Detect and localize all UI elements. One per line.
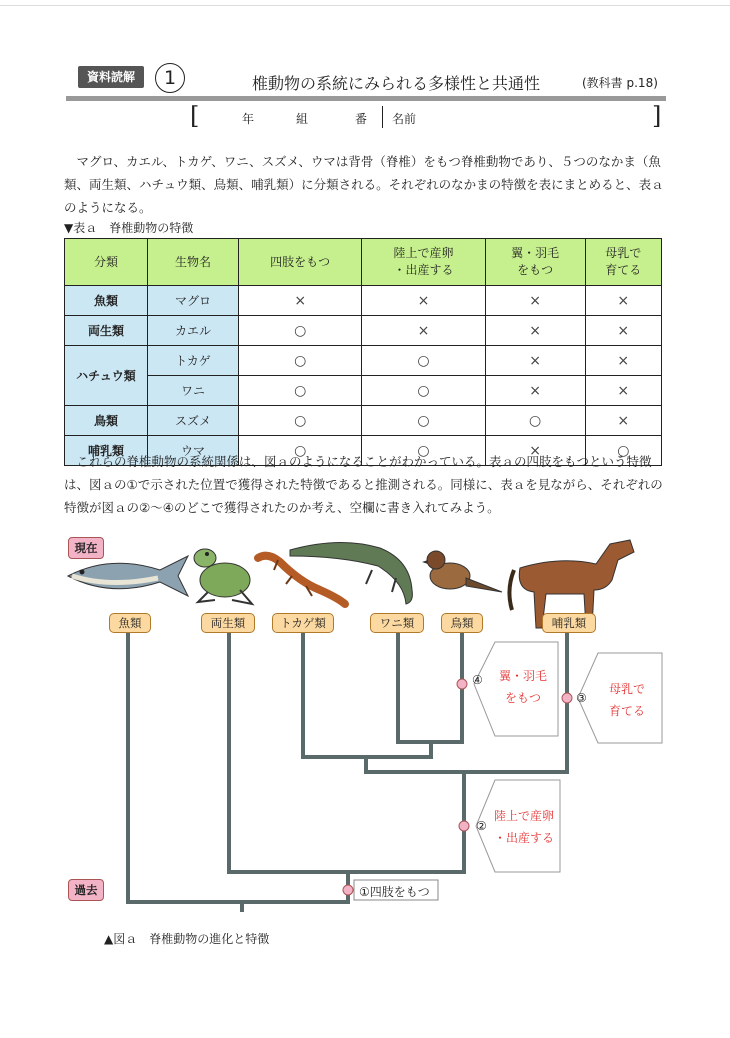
- mark-cell: ×: [362, 316, 485, 346]
- group-cell: 魚類: [65, 286, 148, 316]
- table-row: [65, 286, 662, 316]
- taxon-label: 両生類: [201, 613, 255, 633]
- taxon-label: ワニ類: [370, 613, 424, 633]
- mark-cell: ×: [485, 286, 585, 316]
- group-cell: 鳥類: [65, 406, 148, 436]
- top-border: [0, 5, 730, 6]
- mark-cell: ×: [585, 406, 661, 436]
- mark-cell: ○: [362, 436, 485, 466]
- sparrow-illustration: [422, 551, 502, 592]
- node-3-number: ③: [576, 691, 587, 705]
- frog-illustration: [194, 549, 252, 604]
- node-1-label: ①四肢をもつ: [359, 885, 430, 899]
- node-4-number: ④: [472, 673, 483, 687]
- table-row: [65, 406, 662, 436]
- node-1-marker: [343, 885, 353, 895]
- tuna-illustration: [68, 556, 188, 596]
- features-table: [64, 238, 662, 466]
- taxon-label: トカゲ類: [272, 613, 334, 633]
- class-label: 組: [296, 112, 309, 126]
- node-2-marker: [459, 821, 469, 831]
- table-row: [65, 316, 662, 346]
- section-badge: 資料読解: [78, 66, 144, 88]
- mark-cell: ○: [362, 376, 485, 406]
- mark-cell: ○: [239, 436, 362, 466]
- past-label: 過去: [68, 879, 104, 901]
- col-header: 母乳で 育てる: [585, 239, 661, 286]
- lizard-illustration: [258, 556, 345, 604]
- col-header: 陸上で産卵 ・出産する: [362, 239, 485, 286]
- table-row: [65, 376, 662, 406]
- taxon-label: 鳥類: [441, 613, 483, 633]
- mark-cell: ○: [239, 406, 362, 436]
- species-cell: ウマ: [148, 436, 239, 466]
- mark-cell: ×: [585, 316, 661, 346]
- table-caption: ▼表ａ 脊椎動物の特徴: [64, 221, 194, 235]
- mark-cell: ×: [585, 286, 661, 316]
- node-4-marker: [457, 679, 467, 689]
- mark-cell: ○: [239, 376, 362, 406]
- col-header: 分類: [65, 239, 148, 286]
- year-label: 年: [242, 112, 255, 126]
- mark-cell: ×: [362, 286, 485, 316]
- species-cell: スズメ: [148, 406, 239, 436]
- figure-caption: ▲図ａ 脊椎動物の進化と特徴: [104, 932, 270, 946]
- node-2-text: 陸上で産卵 ・出産する: [493, 809, 554, 845]
- mark-cell: ×: [239, 286, 362, 316]
- mark-cell: ×: [485, 346, 585, 376]
- name-label: 名前: [392, 112, 417, 126]
- taxon-label: 魚類: [109, 613, 151, 633]
- mark-cell: ×: [485, 376, 585, 406]
- col-header: 生物名: [148, 239, 239, 286]
- node-3-text: 母乳で 育てる: [608, 682, 645, 718]
- mark-cell: ○: [239, 316, 362, 346]
- name-divider: [382, 106, 383, 128]
- node-4-text: 翼・羽毛 をもつ: [498, 669, 547, 705]
- species-cell: ワニ: [148, 376, 239, 406]
- mark-cell: ○: [239, 346, 362, 376]
- group-cell: 両生類: [65, 316, 148, 346]
- mark-cell: ×: [485, 316, 585, 346]
- node-2-number: ②: [476, 819, 487, 833]
- section-number: 1: [155, 63, 185, 93]
- number-label: 番: [355, 112, 368, 126]
- mark-cell: ○: [485, 406, 585, 436]
- crocodile-illustration: [290, 542, 412, 604]
- mark-cell: ×: [485, 436, 585, 466]
- mark-cell: ○: [362, 346, 485, 376]
- intro-paragraph: マグロ、カエル、トカゲ、ワニ、スズメ、ウマは背骨（脊椎）をもつ脊椎動物であり、５つのなかま（魚類、両生類、ハチュウ類、鳥類、哺乳類）に分類される。それぞれのなかまの特徴を表にまとめると、表ａのようになる。: [64, 154, 664, 215]
- col-header: 翼・羽毛 をもつ: [485, 239, 585, 286]
- group-cell: 哺乳類: [65, 436, 148, 466]
- left-bracket: [: [190, 102, 200, 130]
- right-bracket: ]: [652, 102, 662, 130]
- mark-cell: ×: [585, 346, 661, 376]
- phylogeny-figure: [0, 530, 730, 930]
- textbook-ref: (教科書 p.18): [582, 76, 658, 90]
- taxon-label: 哺乳類: [542, 613, 596, 633]
- second-paragraph: これらの脊椎動物の系統関係は、図ａのようになることがわかっている。表ａの四肢をもつという特徴は、図ａの①で示された位置で獲得された特徴であると推測される。同様に、表ａを見ながら、それぞれの特徴が図ａの②〜④のどこで獲得されたのか考え、空欄に書き入れてみよう。: [64, 454, 663, 515]
- mark-cell: ○: [362, 406, 485, 436]
- col-header: 四肢をもつ: [239, 239, 362, 286]
- node-3-marker: [562, 693, 572, 703]
- mark-cell: ×: [585, 376, 661, 406]
- species-cell: カエル: [148, 316, 239, 346]
- mark-cell: ○: [585, 436, 661, 466]
- header-rule: [66, 96, 666, 101]
- species-cell: マグロ: [148, 286, 239, 316]
- now-label: 現在: [68, 537, 104, 559]
- group-cell: ハチュウ類: [65, 346, 148, 406]
- species-cell: トカゲ: [148, 346, 239, 376]
- table-row: [65, 346, 662, 376]
- page-title: 椎動物の系統にみられる多様性と共通性: [252, 74, 541, 93]
